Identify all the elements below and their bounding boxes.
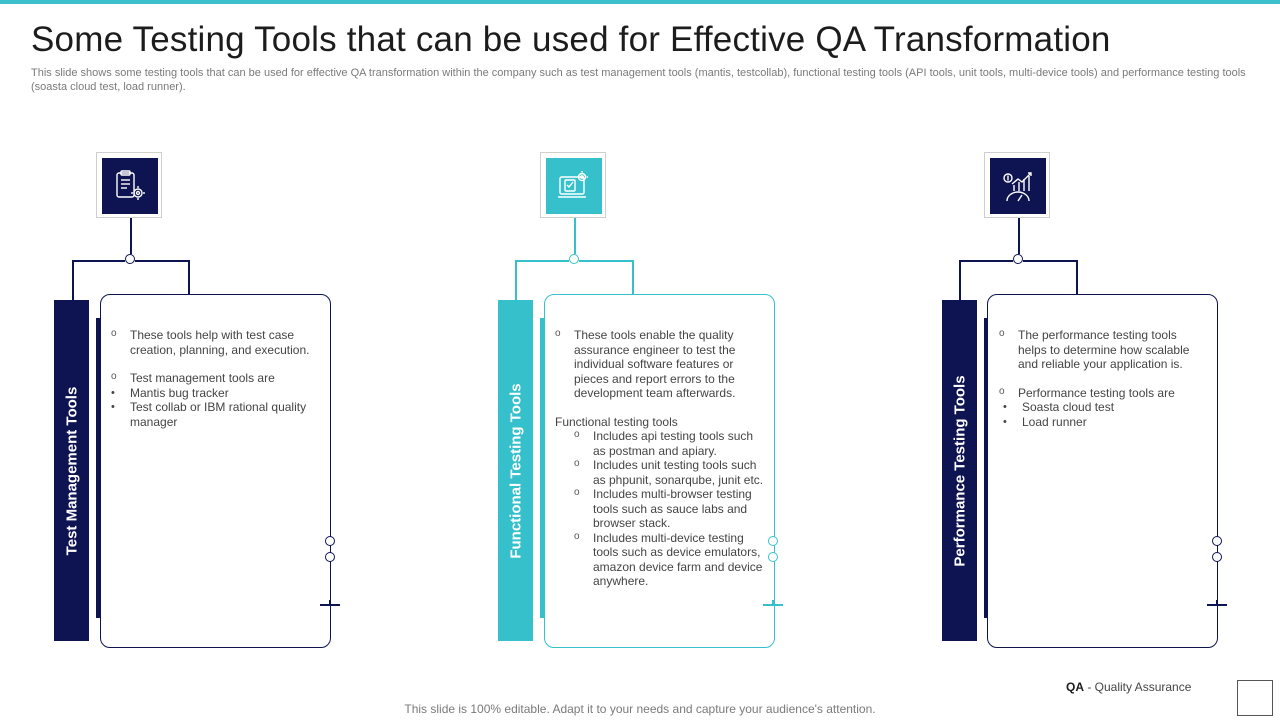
decor-ring — [768, 552, 778, 562]
qa-footnote — [1066, 680, 1191, 694]
corner-placeholder-box — [1237, 680, 1273, 716]
connector-line — [72, 260, 74, 300]
test-management-heading: Test Management Tools — [63, 386, 80, 555]
performance-testing-sidebar — [942, 300, 977, 641]
sub-item: • Soasta cloud test — [1003, 400, 1199, 415]
sub-item: • Test collab or IBM rational quality manager — [111, 400, 311, 429]
list-item: o The performance testing tools helps to determine how scalable and reliable your application is. — [999, 328, 1199, 372]
list-item: o Performance testing tools are — [999, 386, 1199, 401]
connector-line — [130, 218, 132, 254]
growth-chart-gauge-icon — [990, 158, 1046, 214]
functional-testing-content — [555, 328, 765, 589]
connector-line — [515, 260, 569, 262]
qa-abbreviation: QA — [1066, 680, 1084, 694]
functional-testing-heading: Functional Testing Tools — [507, 382, 524, 559]
connector-line — [1023, 260, 1078, 262]
decor-tick — [329, 600, 331, 606]
connector-line — [1018, 218, 1020, 254]
test-management-sidebar — [54, 300, 89, 641]
sub-item: • Mantis bug tracker — [111, 386, 311, 401]
functional-testing-sidebar — [498, 300, 533, 641]
list-item: o Includes multi-browser testing tools such as sauce labs and browser stack. — [574, 487, 765, 531]
connector-node — [125, 254, 135, 264]
decor-tick — [772, 600, 774, 606]
functional-tools-heading: Functional testing tools — [555, 414, 678, 429]
monitor-checklist-gear-icon — [546, 158, 602, 214]
connector-line — [959, 260, 961, 300]
performance-testing-content — [999, 328, 1199, 429]
test-management-content — [111, 328, 311, 429]
connector-line — [135, 260, 190, 262]
list-item: o Includes api testing tools such as postman and apiary. — [574, 429, 765, 458]
performance-testing-heading: Performance Testing Tools — [951, 374, 968, 567]
list-item: o These tools help with test case creation, planning, and execution. — [111, 328, 311, 357]
qa-definition: - Quality Assurance — [1084, 680, 1192, 694]
editable-note: This slide is 100% editable. Adapt it to your needs and capture your audience's attention. — [404, 702, 876, 716]
performance-testing-icon-frame — [984, 152, 1050, 218]
connector-line — [579, 260, 634, 262]
connector-line — [959, 260, 1013, 262]
list-item: o Includes unit testing tools such as phpunit, sonarqube, junit etc. — [574, 458, 765, 487]
list-item: o These tools enable the quality assurance engineer to test the individual software features or pieces and report errors to the development team afterwards. — [555, 328, 765, 401]
decor-ring — [1212, 552, 1222, 562]
decor-ring — [1212, 536, 1222, 546]
decor-ring — [325, 536, 335, 546]
sub-item: • Load runner — [1003, 415, 1199, 430]
top-accent-bar — [0, 0, 1280, 4]
slide-title: Some Testing Tools that can be used for Effective QA Transformation — [31, 20, 1111, 59]
slide-subtitle: This slide shows some testing tools that can be used for effective QA transformation within the company such as test management tools (mantis, testcollab), functional testing tools (API tools, unit tools, multi-device tools) and performance testing tools (soasta cloud test, load runner). — [31, 67, 1246, 93]
connector-line — [574, 218, 576, 254]
list-item: o Includes multi-device testing tools such as device emulators, amazon device farm and device anywhere. — [574, 531, 765, 589]
connector-line — [72, 260, 125, 262]
decor-ring — [768, 536, 778, 546]
list-item: o Test management tools are — [111, 371, 311, 386]
connector-node — [1013, 254, 1023, 264]
connector-line — [1076, 260, 1078, 295]
connector-line — [188, 260, 190, 295]
connector-line — [632, 260, 634, 295]
functional-testing-icon-frame — [540, 152, 606, 218]
test-management-icon-frame — [96, 152, 162, 218]
decor-tick — [1216, 600, 1218, 606]
clipboard-gear-icon — [102, 158, 158, 214]
decor-ring — [325, 552, 335, 562]
connector-node — [569, 254, 579, 264]
connector-line — [515, 260, 517, 300]
